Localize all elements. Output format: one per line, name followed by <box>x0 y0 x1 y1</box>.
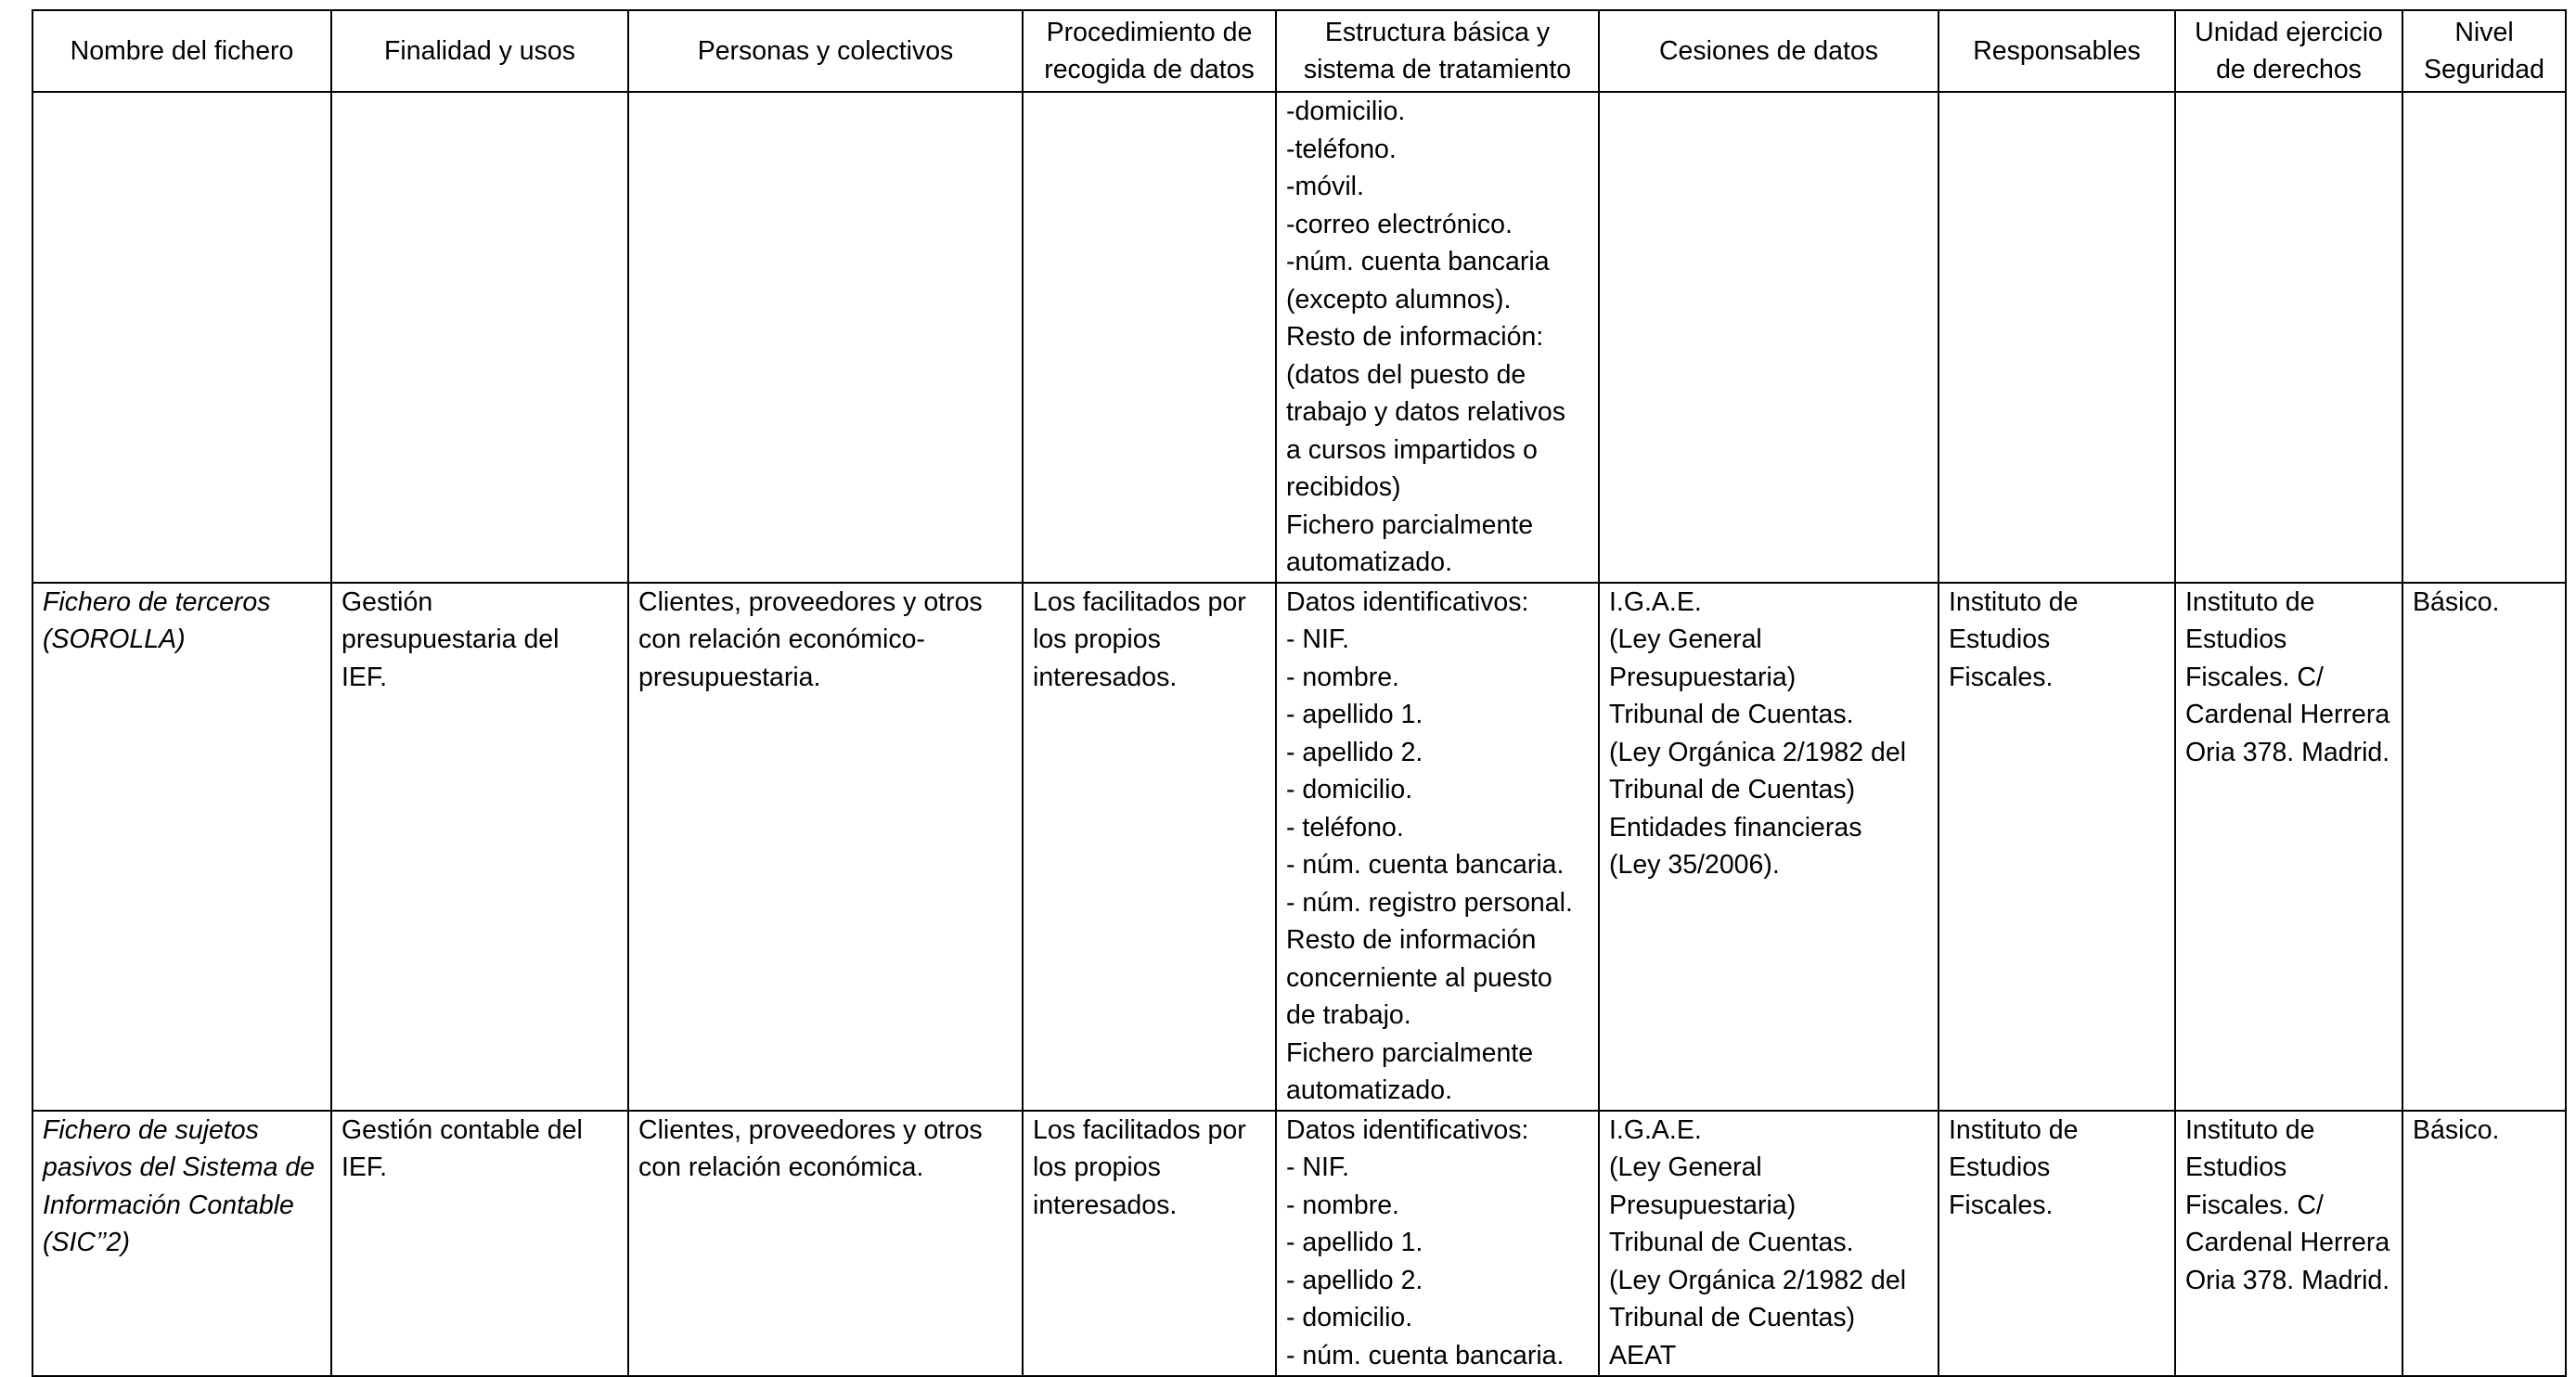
cell-personas <box>628 92 1023 583</box>
cell-finalidad <box>331 92 628 583</box>
cell-personas: Clientes, proveedores y otros con relación económica. <box>628 1111 1023 1376</box>
cell-unidad: Instituto de Estudios Fiscales. C/ Cardenal Herrera Oria 378. Madrid. <box>2175 583 2402 1111</box>
cell-cesiones: I.G.A.E. (Ley General Presupuestaria) Tribunal de Cuentas. (Ley Orgánica 2/1982 del Tribunal de Cuentas) Entidades financieras (Ley 35/2006). <box>1599 583 1938 1111</box>
cell-procedimiento <box>1023 92 1276 583</box>
header-cesiones: Cesiones de datos <box>1599 10 1938 92</box>
header-responsables: Responsables <box>1938 10 2175 92</box>
cell-nivel: Básico. <box>2402 1111 2566 1376</box>
cell-unidad <box>2175 92 2402 583</box>
cell-nombre: Fichero de terceros (SOROLLA) <box>32 583 331 1111</box>
files-register-table <box>32 9 2567 1377</box>
header-row <box>32 10 2566 92</box>
cell-nivel: Básico. <box>2402 583 2566 1111</box>
header-nivel: Nivel Seguridad <box>2402 10 2566 92</box>
cell-finalidad: Gestión presupuestaria del IEF. <box>331 583 628 1111</box>
header-estructura: Estructura básica y sistema de tratamiento <box>1276 10 1599 92</box>
cell-responsables: Instituto de Estudios Fiscales. <box>1938 1111 2175 1376</box>
cell-unidad: Instituto de Estudios Fiscales. C/ Cardenal Herrera Oria 378. Madrid. <box>2175 1111 2402 1376</box>
cell-estructura: Datos identificativos: - NIF. - nombre. - apellido 1. - apellido 2. - domicilio. - teléfono. - núm. cuenta bancaria. - núm. registro personal. Resto de información concerniente al puesto de trabajo. Fichero parcialmente automatizado. <box>1276 583 1599 1111</box>
table-row <box>32 1111 2566 1376</box>
cell-nombre <box>32 92 331 583</box>
header-personas: Personas y colectivos <box>628 10 1023 92</box>
cell-personas: Clientes, proveedores y otros con relación económico- presupuestaria. <box>628 583 1023 1111</box>
cell-procedimiento: Los facilitados por los propios interesados. <box>1023 583 1276 1111</box>
cell-cesiones: I.G.A.E. (Ley General Presupuestaria) Tribunal de Cuentas. (Ley Orgánica 2/1982 del Tribunal de Cuentas) AEAT <box>1599 1111 1938 1376</box>
header-finalidad: Finalidad y usos <box>331 10 628 92</box>
table-row <box>32 92 2566 583</box>
cell-estructura: Datos identificativos: - NIF. - nombre. - apellido 1. - apellido 2. - domicilio. - núm. cuenta bancaria. <box>1276 1111 1599 1376</box>
cell-nombre: Fichero de sujetos pasivos del Sistema de Información Contable (SIC’’2) <box>32 1111 331 1376</box>
cell-finalidad: Gestión contable del IEF. <box>331 1111 628 1376</box>
cell-responsables <box>1938 92 2175 583</box>
cell-procedimiento: Los facilitados por los propios interesados. <box>1023 1111 1276 1376</box>
header-unidad: Unidad ejercicio de derechos <box>2175 10 2402 92</box>
table-row <box>32 583 2566 1111</box>
cell-estructura: -domicilio. -teléfono. -móvil. -correo electrónico. -núm. cuenta bancaria (excepto alumnos). Resto de información: (datos del puesto de trabajo y datos relativos a cursos impartidos o recibidos) Fichero parcialmente automatizado. <box>1276 92 1599 583</box>
cell-cesiones <box>1599 92 1938 583</box>
header-procedimiento: Procedimiento de recogida de datos <box>1023 10 1276 92</box>
cell-nivel <box>2402 92 2566 583</box>
header-nombre: Nombre del fichero <box>32 10 331 92</box>
cell-responsables: Instituto de Estudios Fiscales. <box>1938 583 2175 1111</box>
